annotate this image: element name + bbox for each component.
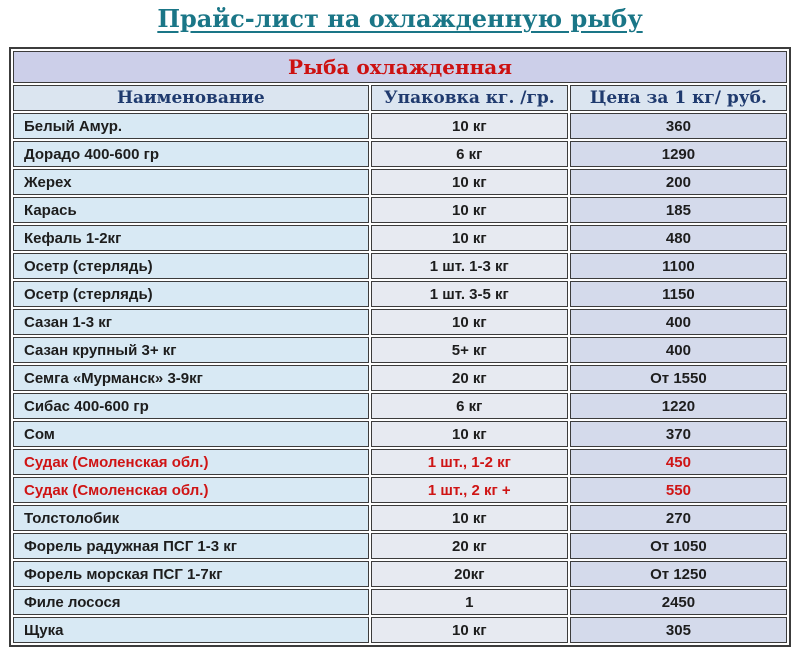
- column-header-row: [13, 85, 787, 111]
- price-cell: 400: [570, 309, 787, 335]
- table-head: [13, 51, 787, 111]
- table-row: [13, 365, 787, 391]
- packaging-cell: 10 кг: [371, 169, 568, 195]
- product-name-cell: Осетр (стерлядь): [13, 281, 369, 307]
- price-cell: 200: [570, 169, 787, 195]
- price-cell: 480: [570, 225, 787, 251]
- packaging-cell: 10 кг: [371, 113, 568, 139]
- table-row: [13, 113, 787, 139]
- packaging-cell: 6 кг: [371, 393, 568, 419]
- packaging-cell: 6 кг: [371, 141, 568, 167]
- price-cell: От 1050: [570, 533, 787, 559]
- section-header-row: [13, 51, 787, 83]
- table-body: [13, 113, 787, 643]
- product-name-cell: Сазан 1-3 кг: [13, 309, 369, 335]
- product-name-cell: Толстолобик: [13, 505, 369, 531]
- table-row: [13, 533, 787, 559]
- table-row: [13, 449, 787, 475]
- price-cell: 185: [570, 197, 787, 223]
- table-row: [13, 225, 787, 251]
- packaging-cell: 1 шт., 1-2 кг: [371, 449, 568, 475]
- table-row: [13, 253, 787, 279]
- packaging-cell: 1 шт. 1-3 кг: [371, 253, 568, 279]
- packaging-cell: 10 кг: [371, 505, 568, 531]
- product-name-cell: Форель радужная ПСГ 1-3 кг: [13, 533, 369, 559]
- product-name-cell: Филе лосося: [13, 589, 369, 615]
- product-name-cell: Форель морская ПСГ 1-7кг: [13, 561, 369, 587]
- product-name-cell: Семга «Мурманск» 3-9кг: [13, 365, 369, 391]
- packaging-cell: 1 шт. 3-5 кг: [371, 281, 568, 307]
- product-name-cell: Судак (Смоленская обл.): [13, 449, 369, 475]
- price-cell: 305: [570, 617, 787, 643]
- price-cell: 370: [570, 421, 787, 447]
- product-name-cell: Белый Амур.: [13, 113, 369, 139]
- price-cell: От 1250: [570, 561, 787, 587]
- table-row: [13, 505, 787, 531]
- table-row: [13, 589, 787, 615]
- packaging-cell: 10 кг: [371, 617, 568, 643]
- product-name-cell: Жерех: [13, 169, 369, 195]
- packaging-cell: 1 шт., 2 кг +: [371, 477, 568, 503]
- price-cell: От 1550: [570, 365, 787, 391]
- product-name-cell: Карась: [13, 197, 369, 223]
- page-title: Прайс-лист на охлажденную рыбу: [157, 4, 643, 33]
- price-cell: 1150: [570, 281, 787, 307]
- price-cell: 270: [570, 505, 787, 531]
- price-cell: 400: [570, 337, 787, 363]
- table-row: [13, 421, 787, 447]
- table-row: [13, 337, 787, 363]
- table-row: [13, 169, 787, 195]
- price-table: [9, 47, 791, 647]
- packaging-cell: 20кг: [371, 561, 568, 587]
- table-row: [13, 309, 787, 335]
- price-cell: 1290: [570, 141, 787, 167]
- table-row: [13, 141, 787, 167]
- price-cell: 360: [570, 113, 787, 139]
- product-name-cell: Кефаль 1-2кг: [13, 225, 369, 251]
- table-row: [13, 197, 787, 223]
- packaging-cell: 10 кг: [371, 309, 568, 335]
- table-row: [13, 561, 787, 587]
- packaging-cell: 20 кг: [371, 533, 568, 559]
- table-section-header: Рыба охлажденная: [13, 51, 787, 83]
- packaging-cell: 1: [371, 589, 568, 615]
- column-header-packaging: Упаковка кг. /гр.: [371, 85, 568, 111]
- product-name-cell: Судак (Смоленская обл.): [13, 477, 369, 503]
- product-name-cell: Осетр (стерлядь): [13, 253, 369, 279]
- column-header-name: Наименование: [13, 85, 369, 111]
- table-row: [13, 393, 787, 419]
- table-row: [13, 281, 787, 307]
- packaging-cell: 10 кг: [371, 197, 568, 223]
- price-cell: 1220: [570, 393, 787, 419]
- product-name-cell: Щука: [13, 617, 369, 643]
- packaging-cell: 10 кг: [371, 421, 568, 447]
- product-name-cell: Дорадо 400-600 гр: [13, 141, 369, 167]
- packaging-cell: 10 кг: [371, 225, 568, 251]
- product-name-cell: Сазан крупный 3+ кг: [13, 337, 369, 363]
- price-cell: 2450: [570, 589, 787, 615]
- product-name-cell: Сом: [13, 421, 369, 447]
- product-name-cell: Сибас 400-600 гр: [13, 393, 369, 419]
- packaging-cell: 5+ кг: [371, 337, 568, 363]
- column-header-price: Цена за 1 кг/ руб.: [570, 85, 787, 111]
- packaging-cell: 20 кг: [371, 365, 568, 391]
- table-row: [13, 617, 787, 643]
- price-cell: 550: [570, 477, 787, 503]
- price-cell: 450: [570, 449, 787, 475]
- table-row: [13, 477, 787, 503]
- price-cell: 1100: [570, 253, 787, 279]
